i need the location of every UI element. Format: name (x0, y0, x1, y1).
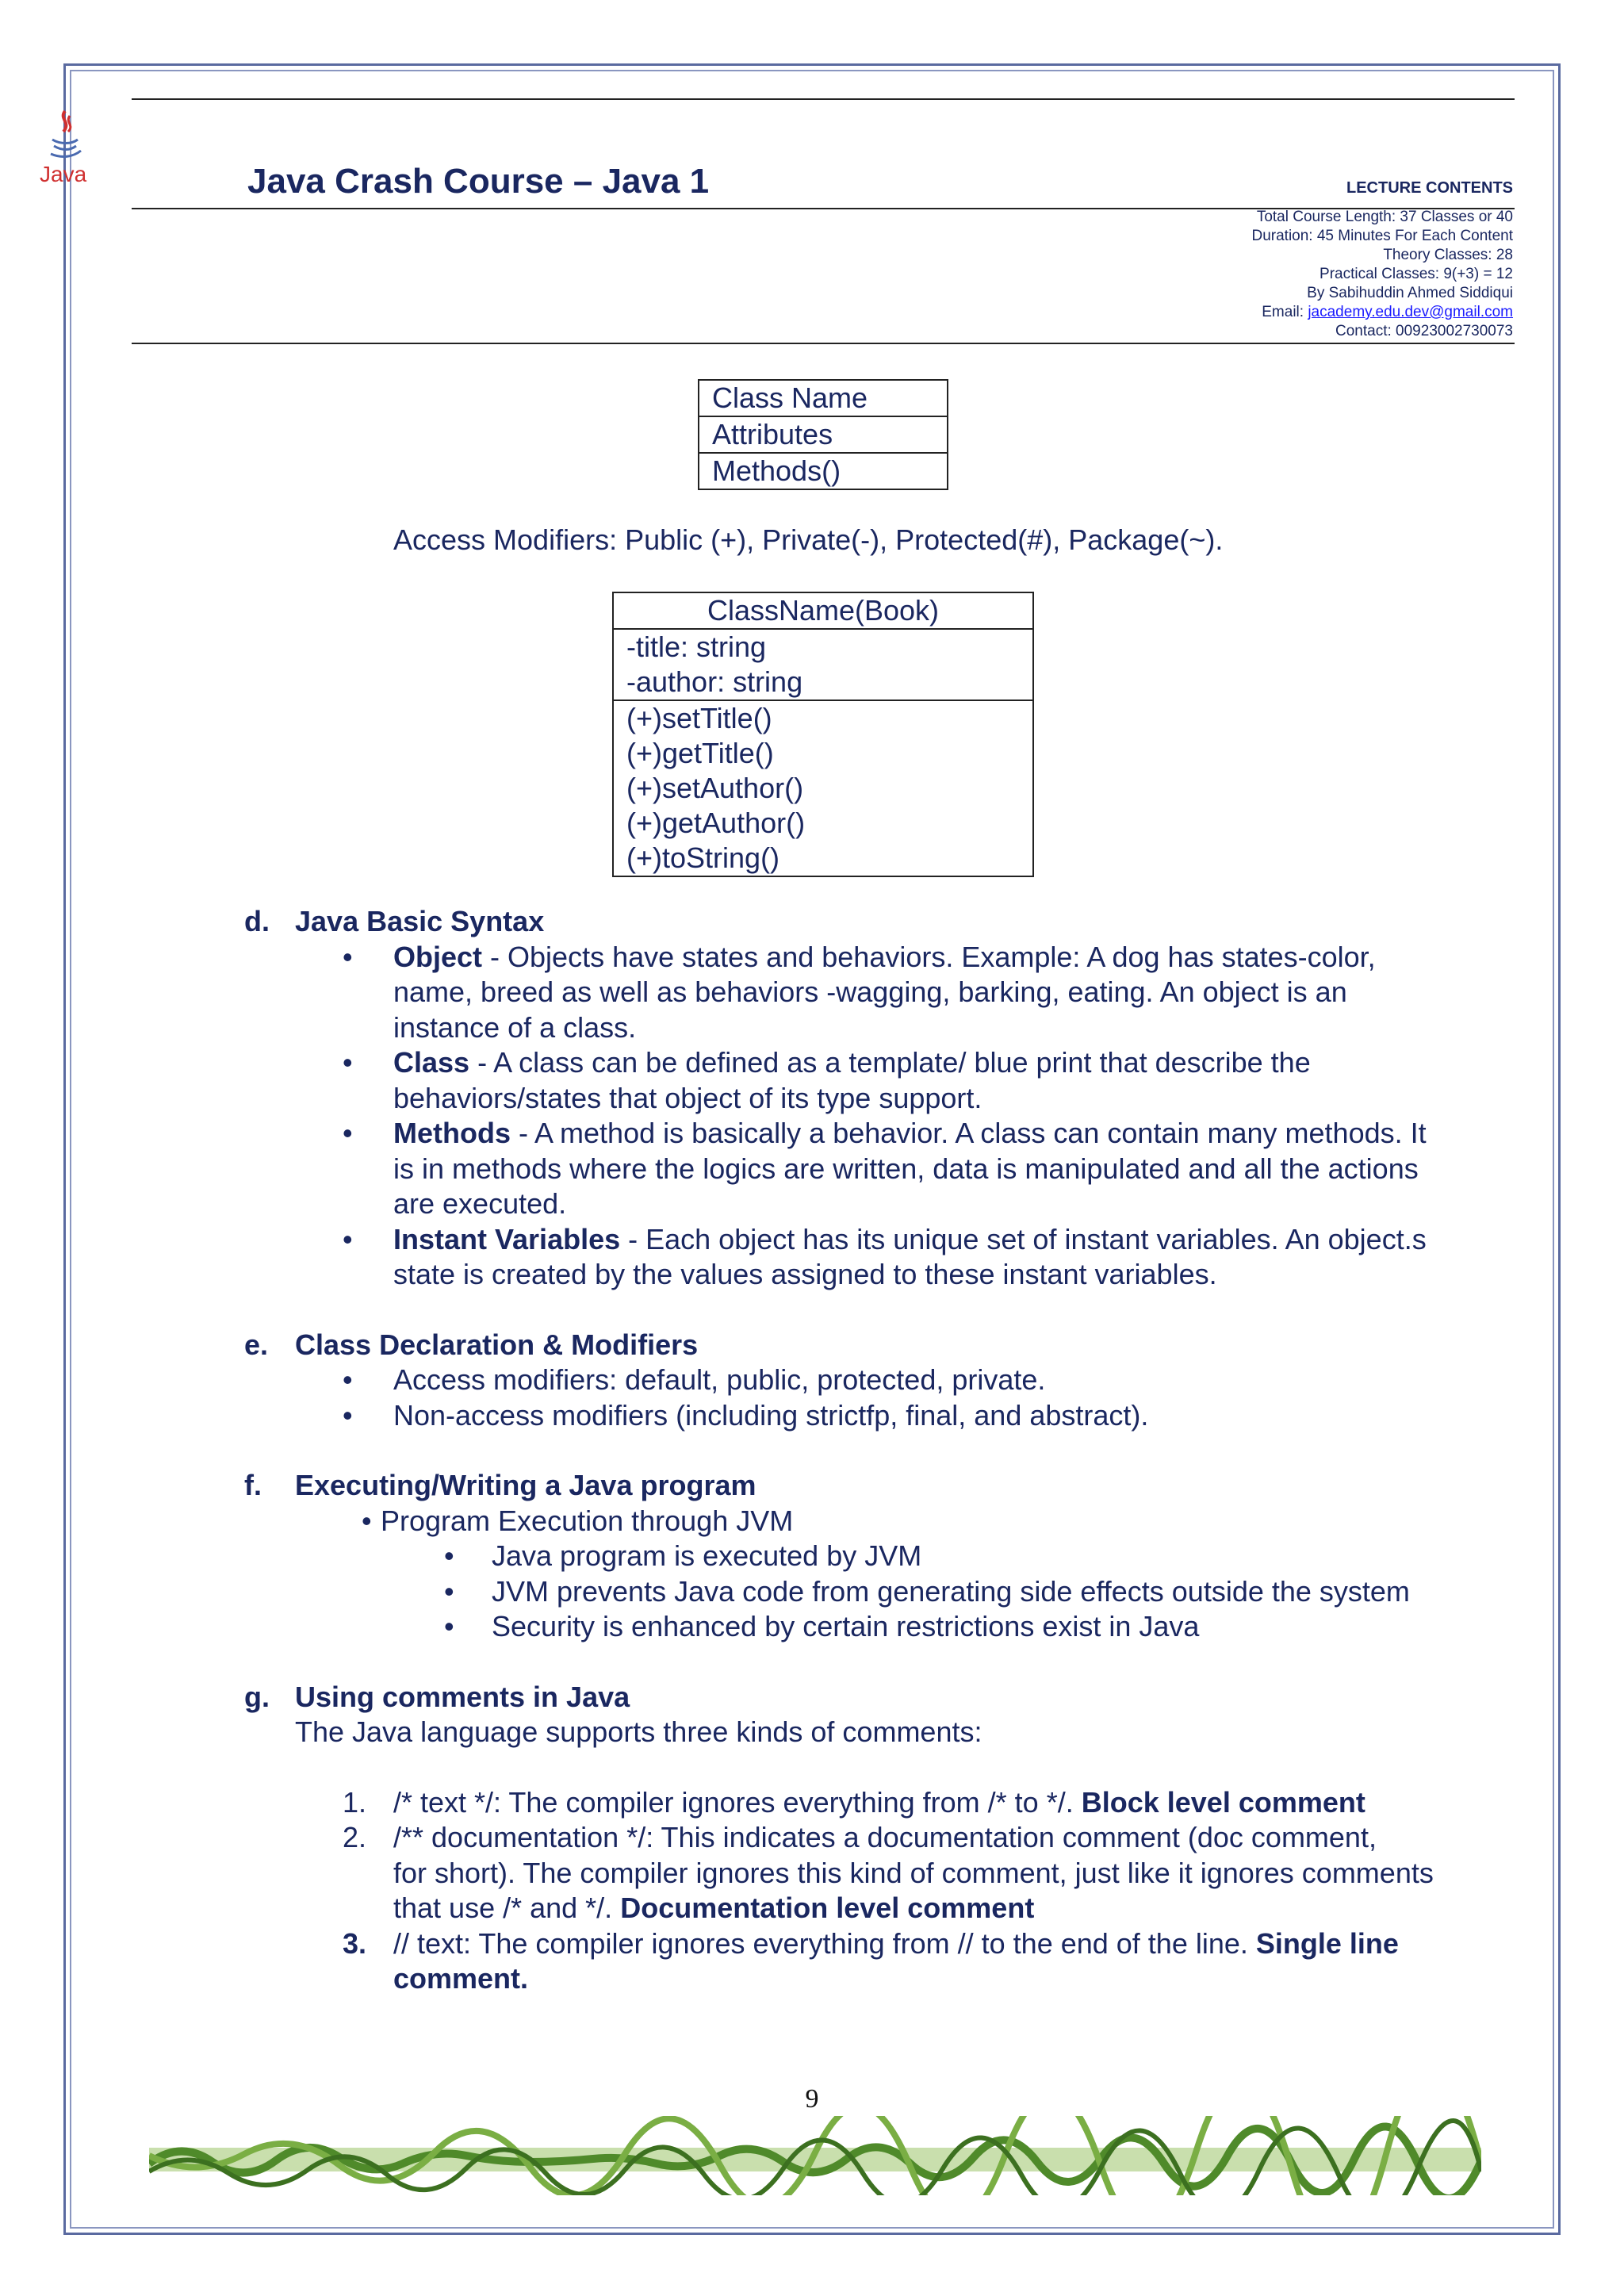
section-heading-f: f. Executing/Writing a Java program (244, 1469, 756, 1501)
uml-methods: Methods() (712, 454, 841, 487)
list-item: • Java program is executed by JVM (444, 1539, 922, 1572)
access-modifiers-line: Access Modifiers: Public (+), Private(-), Protected(#), Package(~). (393, 523, 1224, 556)
list-item: 2. /** documentation */: This indicates a documentation comment (doc comment, for short). The compiler ignores this kind of comment, just like it ignores comments that use /* and */. Documentation level comment (343, 1821, 1434, 1924)
list-item: 3. // text: The compiler ignores everything from // to the end of the line. Single line comment. (343, 1926, 1399, 1995)
email-link[interactable]: jacademy.edu.dev@gmail.com (1308, 304, 1513, 320)
list-item: • Program Execution through JVM (362, 1504, 794, 1537)
grass-footer-decoration (149, 2116, 1481, 2195)
meta-email-label: Email: (1262, 304, 1308, 320)
uml-book-methods (614, 701, 1032, 876)
meta-duration: Duration: 45 Minutes For Each Content (1251, 228, 1513, 244)
uml-book-method: (+)getTitle() (626, 737, 774, 769)
uml-class-name: Class Name (699, 381, 947, 417)
uml-book-attributes (614, 630, 1032, 701)
uml-generic-class (698, 379, 948, 490)
uml-attributes: Attributes (699, 417, 947, 454)
uml-book-class (612, 592, 1034, 877)
uml-book-method: (+)getAuthor() (626, 807, 806, 839)
list-item: • Object - Objects have states and behaviors. Example: A dog has states-color, name, breed as well as behaviors -wagging, barking, eating. An object is an instance of a class. (343, 940, 1376, 1044)
uml-book-method: (+)setAuthor() (626, 772, 804, 804)
uml-book-method: (+)setTitle() (626, 702, 772, 734)
course-title: Java Crash Course – Java 1 (247, 162, 710, 201)
meta-contact: Contact: 00923002730073 (1335, 323, 1513, 339)
meta-theory: Theory Classes: 28 (1383, 247, 1513, 263)
page-number: 9 (805, 2084, 819, 2114)
meta-author: By Sabihuddin Ahmed Siddiqui (1307, 285, 1513, 301)
list-item: 1. /* text */: The compiler ignores everything from /* to */. Block level comment (343, 1785, 1365, 1819)
list-item: • Instant Variables - Each object has its unique set of instant variables. An object.s state is created by the values assigned to these instant variables. (343, 1222, 1427, 1290)
section-heading-d: d. Java Basic Syntax (244, 905, 545, 937)
section-g-intro: The Java language supports three kinds of comments: (295, 1715, 982, 1748)
list-item: • Access modifiers: default, public, protected, private. (343, 1363, 1046, 1396)
meta-practical: Practical Classes: 9(+3) = 12 (1320, 266, 1513, 282)
uml-book-attribute: -title: string (626, 631, 767, 663)
section-heading-e: e. Class Declaration & Modifiers (244, 1328, 699, 1361)
list-item: • Methods - A method is basically a behavior. A class can contain many methods. It is in methods where the logics are written, data is manipulated and all the actions are executed. (343, 1117, 1427, 1220)
java-logo-icon (41, 108, 89, 163)
list-item: • Non-access modifiers (including strictfp, final, and abstract). (343, 1398, 1149, 1432)
uml-book-method: (+)toString() (626, 841, 780, 874)
list-item: • Security is enhanced by certain restrictions exist in Java (444, 1610, 1200, 1642)
main-content (244, 904, 1497, 1997)
meta-email (1251, 303, 1513, 322)
list-item: • JVM prevents Java code from generating side effects outside the system (444, 1574, 1410, 1608)
uml-book-title: ClassName(Book) (614, 593, 1032, 630)
list-item: • Class - A class can be defined as a template/ blue print that describe the behaviors/states that object of its type support. (343, 1046, 1311, 1114)
uml-book-attribute: -author: string (626, 665, 803, 698)
java-logo-text: Java (40, 162, 87, 186)
course-meta (1251, 208, 1513, 341)
lecture-contents-label: LECTURE CONTENTS (1346, 179, 1513, 197)
meta-course-length: Total Course Length: 37 Classes or 40 (1256, 209, 1513, 225)
section-heading-g: g. Using comments in Java (244, 1680, 630, 1713)
